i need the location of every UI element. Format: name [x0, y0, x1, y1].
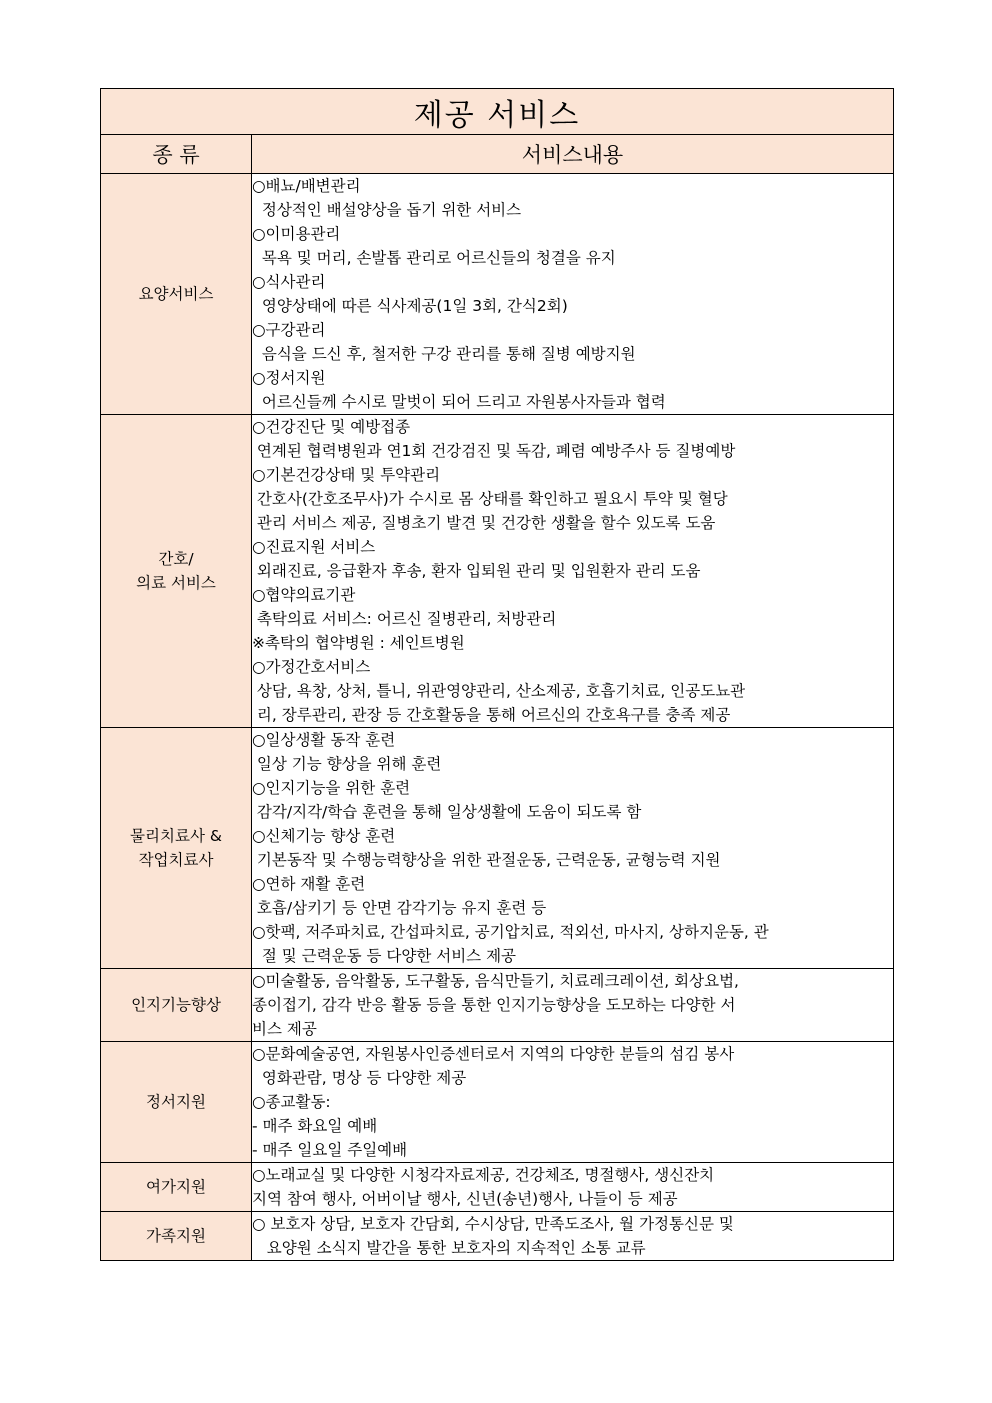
content-cell — [252, 969, 894, 1042]
content-line: ○협약의료기관 — [252, 586, 356, 604]
content-line: ○노래교실 및 다양한 시청각자료제공, 건강체조, 명절행사, 생신잔치 — [252, 1166, 715, 1184]
content-line: ○기본건강상태 및 투약관리 — [252, 466, 441, 484]
content-line: 연계된 협력병원과 연1회 건강검진 및 독감, 폐렴 예방주사 등 질병예방 — [252, 442, 736, 460]
content-line: 촉탁의료 서비스: 어르신 질병관리, 처방관리 — [252, 610, 557, 628]
content-line: 지역 참여 행사, 어버이날 행사, 신년(송년)행사, 나들이 등 제공 — [252, 1190, 678, 1208]
category-cell: 여가지원 — [101, 1163, 252, 1212]
content-line: ※촉탁의 협약병원 : 세인트병원 — [252, 634, 465, 652]
content-line: 일상 기능 향상을 위해 훈련 — [252, 755, 442, 773]
category-cell: 간호/ 의료 서비스 — [101, 415, 252, 728]
content-line: 종이접기, 감각 반응 활동 등을 통한 인지기능향상을 도모하는 다양한 서 — [252, 996, 736, 1014]
category-cell: 요양서비스 — [101, 174, 252, 415]
content-line: ○인지기능을 위한 훈련 — [252, 779, 411, 797]
table-row — [101, 728, 894, 969]
table-row — [101, 1163, 894, 1212]
content-cell — [252, 415, 894, 728]
content-line: 호흡/삼키기 등 안면 감각기능 유지 훈련 등 — [252, 899, 547, 917]
content-line: ○신체기능 향상 훈련 — [252, 827, 396, 845]
content-line: ○가정간호서비스 — [252, 658, 371, 676]
content-line: 관리 서비스 제공, 질병초기 발견 및 건강한 생활을 할수 있도록 도움 — [252, 514, 716, 532]
content-line: 영양상태에 따른 식사제공(1일 3회, 간식2회) — [252, 297, 568, 315]
content-line: ○건강진단 및 예방접종 — [252, 418, 411, 436]
content-line: ○진료지원 서비스 — [252, 538, 376, 556]
content-line: ○식사관리 — [252, 273, 326, 291]
content-line: 어르신들께 수시로 말벗이 되어 드리고 자원봉사자들과 협력 — [252, 393, 666, 411]
content-cell — [252, 1163, 894, 1212]
content-cell — [252, 1212, 894, 1261]
header-content: 서비스내용 — [252, 135, 894, 174]
content-line: ○정서지원 — [252, 369, 326, 387]
content-line: 비스 제공 — [252, 1020, 317, 1038]
content-line: - 매주 일요일 주일예배 — [252, 1141, 408, 1159]
content-cell — [252, 728, 894, 969]
table-row — [101, 969, 894, 1042]
service-table — [100, 88, 894, 1261]
category-cell: 정서지원 — [101, 1042, 252, 1163]
header-row — [101, 135, 894, 174]
content-line: ○종교활동: — [252, 1093, 331, 1111]
content-cell — [252, 1042, 894, 1163]
content-cell — [252, 174, 894, 415]
content-line: 목욕 및 머리, 손발톱 관리로 어르신들의 청결을 유지 — [252, 249, 616, 267]
content-line: ○이미용관리 — [252, 225, 341, 243]
content-line: ○연하 재활 훈련 — [252, 875, 366, 893]
content-line: 음식을 드신 후, 철저한 구강 관리를 통해 질병 예방지원 — [252, 345, 636, 363]
content-line: ○미술활동, 음악활동, 도구활동, 음식만들기, 치료레크레이션, 회상요법, — [252, 972, 739, 990]
content-line: 정상적인 배설양상을 돕기 위한 서비스 — [252, 201, 522, 219]
header-category: 종 류 — [101, 135, 252, 174]
content-line: 간호사(간호조무사)가 수시로 몸 상태를 확인하고 필요시 투약 및 혈당 — [252, 490, 728, 508]
content-line: ○일상생활 동작 훈련 — [252, 731, 396, 749]
content-line: ○핫팩, 저주파치료, 간섭파치료, 공기압치료, 적외선, 마사지, 상하지운동, 관 — [252, 923, 769, 941]
category-cell: 인지기능향상 — [101, 969, 252, 1042]
content-line: 요양원 소식지 발간을 통한 보호자의 지속적인 소통 교류 — [252, 1239, 646, 1257]
content-line: - 매주 화요일 예배 — [252, 1117, 378, 1135]
content-line: 절 및 근력운동 등 다양한 서비스 제공 — [252, 947, 517, 965]
content-line: 기본동작 및 수행능력향상을 위한 관절운동, 근력운동, 균형능력 지원 — [252, 851, 721, 869]
table-row — [101, 1212, 894, 1261]
category-cell: 물리치료사 & 작업치료사 — [101, 728, 252, 969]
content-line: 영화관람, 명상 등 다양한 제공 — [252, 1069, 467, 1087]
table-row — [101, 415, 894, 728]
content-line: 외래진료, 응급환자 후송, 환자 입퇴원 관리 및 입원환자 관리 도움 — [252, 562, 701, 580]
content-line: ○문화예술공연, 자원봉사인증센터로서 지역의 다양한 분들의 섬김 봉사 — [252, 1045, 735, 1063]
table-row — [101, 1042, 894, 1163]
content-line: 상담, 욕창, 상처, 틀니, 위관영양관리, 산소제공, 호흡기치료, 인공도뇨관 — [252, 682, 746, 700]
content-line: 감각/지각/학습 훈련을 통해 일상생활에 도움이 되도록 함 — [252, 803, 642, 821]
category-cell: 가족지원 — [101, 1212, 252, 1261]
table-title: 제공 서비스 — [101, 89, 894, 135]
title-row — [101, 89, 894, 135]
content-line: 리, 장루관리, 관장 등 간호활동을 통해 어르신의 간호욕구를 충족 제공 — [252, 706, 731, 724]
content-line: ○배뇨/배변관리 — [252, 177, 361, 195]
content-line: ○ 보호자 상담, 보호자 간담회, 수시상담, 만족도조사, 월 가정통신문 및 — [252, 1215, 734, 1233]
table-row — [101, 174, 894, 415]
content-line: ○구강관리 — [252, 321, 326, 339]
